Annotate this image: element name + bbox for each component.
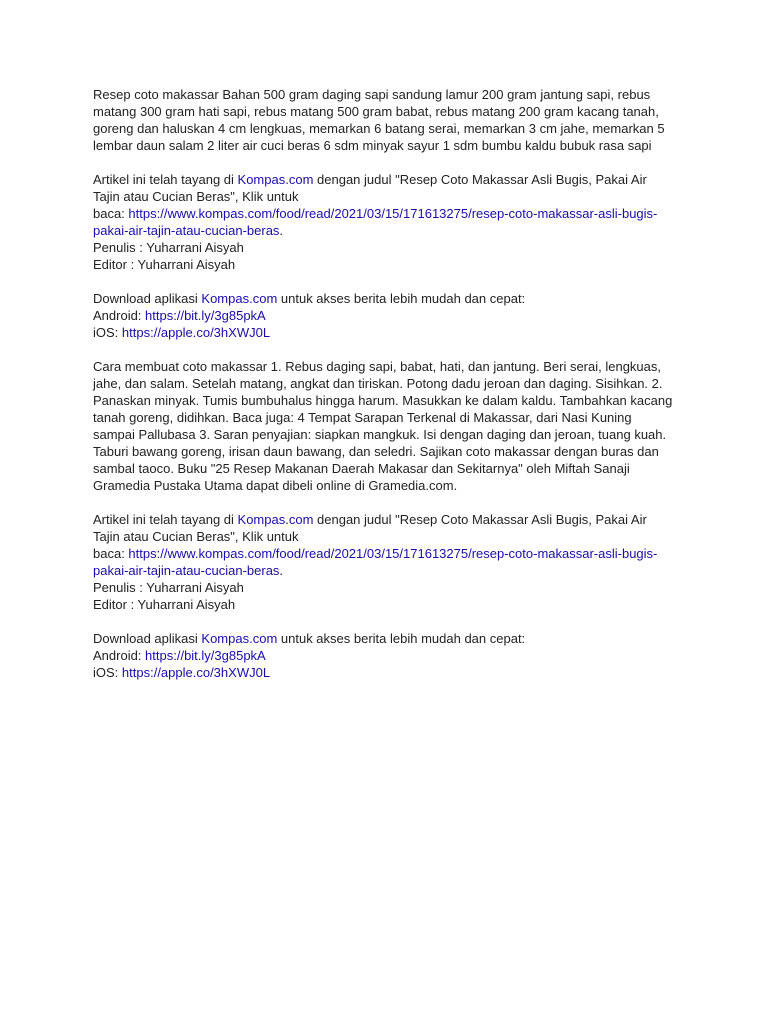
ios-line xyxy=(93,324,676,341)
penulis-line: Penulis : Yuharrani Aisyah xyxy=(93,240,244,255)
download-prefix: Download aplikasi xyxy=(93,291,202,306)
editor-line: Editor : Yuharrani Aisyah xyxy=(93,597,236,612)
attribution-prefix: Artikel ini telah tayang di xyxy=(93,512,238,527)
url-period: . xyxy=(279,563,284,578)
android-line xyxy=(93,307,676,324)
download-prefix: Download aplikasi xyxy=(93,631,202,646)
attribution-prefix: Artikel ini telah tayang di xyxy=(93,172,238,187)
android-link[interactable]: https://bit.ly/3g85pkA xyxy=(145,308,266,323)
attribution-block-2 xyxy=(93,511,676,613)
ios-link[interactable]: https://apple.co/3hXWJ0L xyxy=(121,325,271,340)
recipe-ingredients: Resep coto makassar Bahan 500 gram daging sapi sandung lamur 200 gram jantung sapi, rebus matang 300 gram hati sapi, rebus matang 500 gram babat, rebus matang 200 gram kacang tanah, goreng dan haluskan 4 cm lengkuas, memarkan 6 batang serai, memarkan 3 cm jahe, memarkan 5 lembar daun salam 2 liter air cuci beras 6 sdm minyak sayur 1 sdm bumbu kaldu bubuk rasa sapi xyxy=(93,87,665,153)
attribution-block-1 xyxy=(93,171,676,273)
article-url-link[interactable]: https://www.kompas.com/food/read/2021/03/15/171613275/resep-coto-makassar-asli-bugis-pakai-air-tajin-atau-cucian-beras xyxy=(93,546,658,578)
url-period: . xyxy=(279,223,284,238)
attribution-text xyxy=(93,511,676,545)
baca-prefix: baca: xyxy=(93,546,129,561)
android-link[interactable]: https://bit.ly/3g85pkA xyxy=(145,648,266,663)
kompas-link[interactable]: Kompas.com xyxy=(237,512,314,527)
download-text xyxy=(93,290,676,307)
ios-label: iOS: xyxy=(93,325,122,340)
editor-line: Editor : Yuharrani Aisyah xyxy=(93,257,236,272)
attribution-middle: dengan judul "Resep Coto Makassar Asli Bugis, Pakai Air Tajin atau Cucian Beras", Klik untuk xyxy=(93,172,647,204)
download-block-1 xyxy=(93,290,676,341)
android-line xyxy=(93,647,676,664)
kompas-link[interactable]: Kompas.com xyxy=(201,631,278,646)
ios-link[interactable]: https://apple.co/3hXWJ0L xyxy=(121,665,271,680)
penulis-line: Penulis : Yuharrani Aisyah xyxy=(93,580,244,595)
recipe-steps: Cara membuat coto makassar 1. Rebus daging sapi, babat, hati, dan jantung. Beri serai, lengkuas, jahe, dan salam. Setelah matang, angkat dan tiriskan. Potong dadu jeroan dan daging. Sisihkan. 2. Panaskan minyak. Tumis bumbuhalus hingga harum. Masukkan ke dalam kaldu. Tambahkan kacang tanah goreng, didihkan. Baca juga: 4 Tempat Sarapan Terkenal di Makassar, dari Nasi Kuning sampai Pallubasa 3. Saran penyajian: siapkan mangkuk. Isi dengan daging dan jeroan, tuang kuah. Taburi bawang goreng, irisan daun bawang, dan seledri. Sajikan coto makassar dengan buras dan sambal taoco. Buku "25 Resep Makanan Daerah Makasar dan Sekitarnya" oleh Miftah Sanaji Gramedia Pustaka Utama dapat dibeli online di Gramedia.com. xyxy=(93,359,673,493)
attribution-middle: dengan judul "Resep Coto Makassar Asli Bugis, Pakai Air Tajin atau Cucian Beras", Klik untuk xyxy=(93,512,647,544)
kompas-link[interactable]: Kompas.com xyxy=(201,291,278,306)
article-url-line xyxy=(93,205,676,239)
attribution-text xyxy=(93,171,676,205)
baca-prefix: baca: xyxy=(93,206,129,221)
ios-label: iOS: xyxy=(93,665,122,680)
download-block-2 xyxy=(93,630,676,681)
android-label: Android: xyxy=(93,648,146,663)
download-suffix: untuk akses berita lebih mudah dan cepat: xyxy=(277,291,526,306)
ios-line xyxy=(93,664,676,681)
kompas-link[interactable]: Kompas.com xyxy=(237,172,314,187)
article-url-line xyxy=(93,545,676,579)
download-suffix: untuk akses berita lebih mudah dan cepat: xyxy=(277,631,526,646)
download-text xyxy=(93,630,676,647)
article-url-link[interactable]: https://www.kompas.com/food/read/2021/03/15/171613275/resep-coto-makassar-asli-bugis-pakai-air-tajin-atau-cucian-beras xyxy=(93,206,658,238)
android-label: Android: xyxy=(93,308,146,323)
